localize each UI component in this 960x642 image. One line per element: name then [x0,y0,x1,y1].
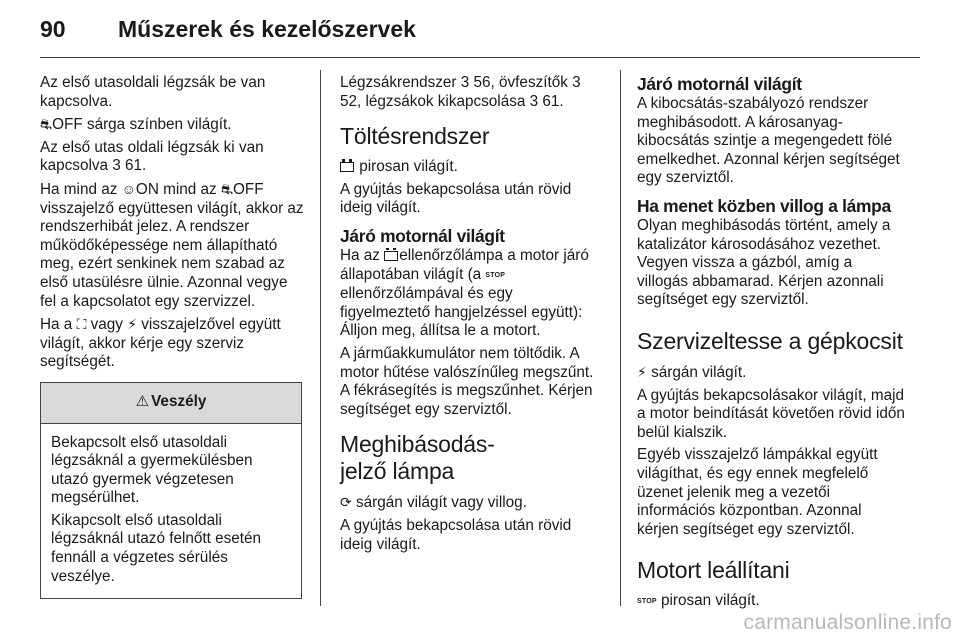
paragraph: A gyújtás bekapcsolása után rövid ideig világít. [340,180,572,217]
page-title: Műszerek és kezelőszervek [118,16,416,42]
paragraph: Kikapcsolt első utasoldali légzsáknál utazó felnőtt esetén fennáll a végzetes sérülés veszélye. [51,511,262,585]
page-reference: 61. [125,157,147,175]
subsection-heading: Járó motornál világít [340,225,505,246]
paragraph [40,315,304,372]
text: ellenőrzőlámpával és egy figyelmeztető hangjelzéssel együtt): Álljon meg, állítsa le a motort. [340,285,583,340]
paragraph [40,180,304,311]
warning-triangle-icon: ⚠ [135,392,150,410]
stop-icon: STOP [485,271,506,279]
section-heading: Szervizeltesse a gépkocsit [637,327,903,354]
text: pirosan világít. [660,592,760,610]
paragraph [40,139,304,176]
reference-arrow-icon: 3 [572,74,581,91]
text: sárgán világít. [651,363,747,381]
subsection-heading: Ha menet közben villog a lámpa [637,195,891,216]
column-divider-2 [620,70,621,606]
engine-check-icon: ⟳ [340,494,352,511]
paragraph: Egyéb visszajelző lámpákkal együtt világíthat, és egy ennek megfelelő üzenet jelenik meg a vezetői információs központban. Azonnal kérjen segítséget egy szerviztől. [637,446,878,538]
text: Az első utas oldali légzsák ki van kapcsolva [40,138,264,175]
paragraph [637,363,907,383]
paragraph: A járműakkumulátor nem töltődik. A motor hűtése valószínűleg megszűnt. A fékrásegítés is megszűnhet. Kérjen segítséget egy szerviztől. [340,344,594,418]
battery-icon [384,251,398,261]
page-reference: 52, légzsákok kikapcsolása [340,92,526,110]
header-divider [40,57,920,58]
text: sárgán világít vagy villog. [355,494,527,512]
page-reference: 56, övfeszítők [473,74,568,91]
page-number: 90 [40,16,66,42]
passenger-airbag-on-icon: ☺ [121,180,136,197]
text: vagy [86,316,128,334]
paragraph [637,592,907,612]
warning-body [41,424,301,599]
reference-arrow-icon: 3 [529,92,539,110]
column-2 [340,74,604,558]
text: OFF visszajelző együttesen világít, akkor az rendszerhibát jelez. A rendszer működőképessége nem állapítható meg, ezért senkinek nem szabad az első utasülésre ülnie. Azonnal vegye fel a kapcsolatot egy szervizzel. [40,180,304,310]
paragraph [340,74,604,111]
text: pirosan világít. [359,158,458,176]
text: Ha a [40,316,77,334]
paragraph [340,247,604,341]
reference-arrow-icon: 3 [112,157,121,175]
column-divider-1 [320,70,321,606]
column-1 [40,74,304,599]
warning-header [41,383,301,424]
paragraph [40,115,304,135]
text: visszajelzővel együtt világít, akkor kérje egy szerviz segítségét. [40,316,281,371]
paragraph: Olyan meghibásodás történt, amely a katalizátor károsodásához vezethet. Vegyen vissza a gázból, amíg a villogás abbamarad. Kérjen azonnali segítséget egy szerviztől. [637,216,891,309]
text: Légzsákrendszer [340,74,457,91]
service-wrench-icon: ⚡ [637,363,647,380]
battery-icon [340,162,354,172]
section-heading: Töltésrendszer [340,123,490,150]
airbag-icon: ⛶ [76,316,87,333]
reference-arrow-icon: 3 [460,74,470,91]
passenger-airbag-off-icon: ⛐ [40,116,53,133]
paragraph [340,158,604,177]
paragraph: A gyújtás bekapcsolásakor világít, majd a motor beindítását követően rövid időn belül kialszik. [637,386,905,441]
danger-warning-box [40,382,302,599]
passenger-airbag-off-icon: ⛐ [220,180,234,197]
paragraph: A gyújtás bekapcsolása után rövid ideig világít. [340,516,572,553]
paragraph: Az első utasoldali légzsák be van kapcsolva. [40,74,266,110]
warning-title: Veszély [151,392,207,410]
stop-icon: STOP [637,598,657,606]
paragraph [340,493,604,513]
text: ON mind az [135,180,221,198]
text: ellenőrzőlámpa a motor járó állapotában világít (a [340,246,589,283]
text: Ha mind az [40,180,122,198]
column-3 [637,74,907,616]
service-wrench-icon: ⚡ [127,316,138,333]
paragraph: A kibocsátás-szabályozó rendszer meghibásodott. A károsanyag-kibocsátás szintje a megengedett fölé emelkedhet. Azonnal kérjen segítséget egy szerviztől. [637,95,900,187]
text: OFF sárga színben világít. [52,116,232,134]
section-heading: Meghibásodás-jelző lámpa [340,431,495,485]
page-header [40,14,920,48]
page-reference: 61. [542,92,564,110]
section-heading: Motort leállítani [637,557,790,584]
watermark: carmanualsonline.info [743,611,952,634]
text: Ha az [340,246,385,264]
paragraph: Bekapcsolt első utasoldali légzsáknál a gyermekülésben utazó gyermek végzetesen megsérülhet. [51,433,253,507]
subsection-heading: Járó motornál világít [637,74,802,94]
